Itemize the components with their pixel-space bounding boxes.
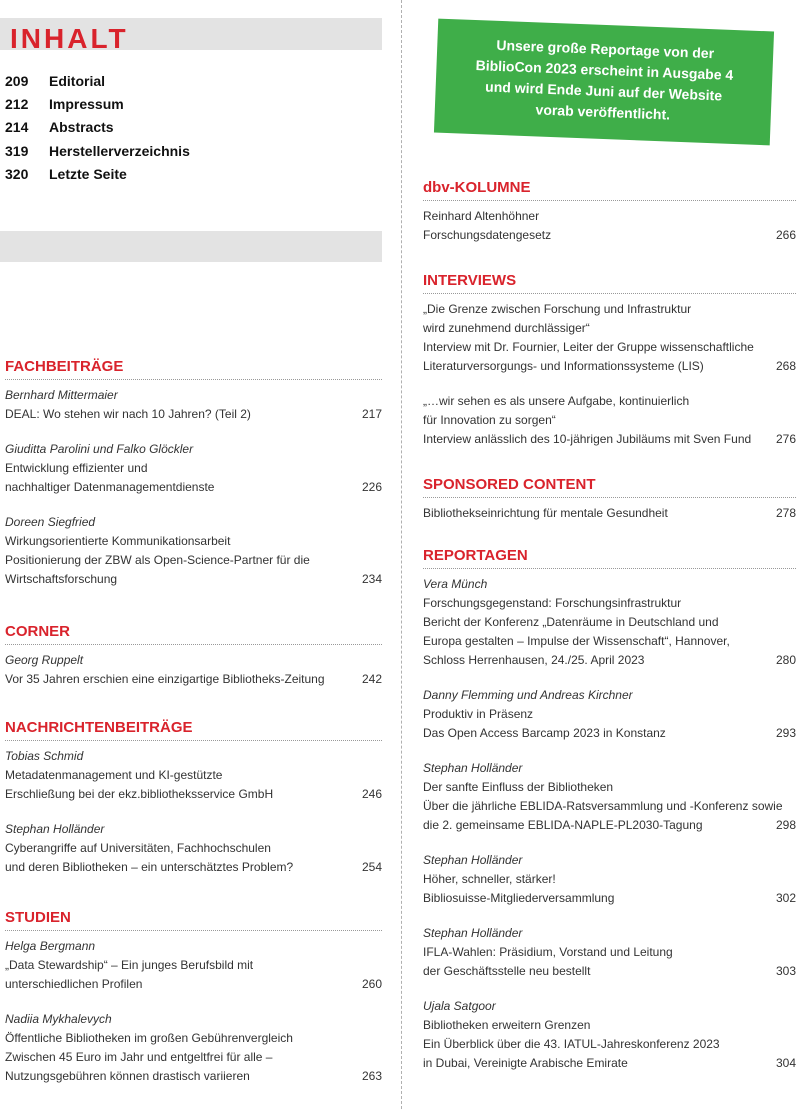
section-studien [5,909,382,1086]
article-title-last-line [423,1054,796,1073]
title-bar [0,18,382,54]
article-title-line: Metadatenmanagement und KI-gestützte [5,768,223,782]
article-title-line: Positionierung der ZBW als Open-Science-Partner für die [5,553,310,567]
article-title-last-line [5,478,382,497]
section-dbv-kolumne [423,179,796,245]
article-entry[interactable] [5,937,382,994]
article-title-text: Schloss Herrenhausen, 24./25. April 2023 [423,653,645,667]
article-title-text: in Dubai, Vereinigte Arabische Emirate [423,1056,628,1070]
article-page-number: 263 [361,1069,382,1083]
section-reportagen [423,547,796,1073]
toc-page-number: 214 [5,119,29,136]
article-title-text: unterschiedlichen Profilen [5,977,143,991]
reportage-notice-banner [434,19,774,146]
article-author: Tobias Schmid [5,749,84,763]
article-entry[interactable] [423,207,796,245]
article-page-number: 242 [361,672,382,686]
article-title-line: Über die jährliche EBLIDA-Ratsversammlung und -Konferenz sowie [423,799,783,813]
toc-item[interactable] [5,70,375,93]
article-page-number: 268 [775,359,796,373]
article-title-line: Zwischen 45 Euro im Jahr und entgeltfrei für alle – [5,1050,273,1064]
article-title-text: Erschließung bei der ekz.bibliotheksservice GmbH [5,787,274,801]
article-page-number: 280 [775,653,796,667]
article-title-line: Höher, schneller, stärker! [423,872,556,886]
article-title-last-line [5,858,382,877]
article-entry[interactable] [423,759,796,835]
article-page-number: 234 [361,572,382,586]
article-author: Ujala Satgoor [423,999,496,1013]
toc-label: Impressum [49,96,124,113]
front-matter-list [5,70,375,186]
article-title-line: Bericht der Konferenz „Datenräume in Deutschland und [423,615,719,629]
article-author: Giuditta Parolini und Falko Glöckler [5,442,194,456]
article-page-number: 303 [775,964,796,978]
article-title-last-line [423,226,796,245]
toc-item[interactable] [5,163,375,186]
toc-page-number: 212 [5,96,29,113]
article-title-last-line [423,357,796,376]
article-title-last-line [423,724,796,743]
article-title-text: Das Open Access Barcamp 2023 in Konstanz [423,726,666,740]
article-title-last-line [5,1067,382,1086]
article-title-line: Produktiv in Präsenz [423,707,534,721]
article-title-line: „…wir sehen es als unsere Aufgabe, kontinuierlich [423,394,690,408]
article-author: Vera Münch [423,577,488,591]
section-nachrichtenbeiträge [5,719,382,877]
article-title-line: Öffentliche Bibliotheken im großen Gebührenvergleich [5,1031,293,1045]
article-page-number: 260 [361,977,382,991]
article-entry[interactable] [423,575,796,670]
article-title-line: Bibliotheken erweitern Grenzen [423,1018,591,1032]
article-title-last-line [5,570,382,589]
article-page-number: 254 [361,860,382,874]
article-page-number: 293 [775,726,796,740]
banner-line: vorab veröffentlicht. [535,101,671,123]
banner-line: Unsere große Reportage von der [496,36,715,62]
section-heading: REPORTAGEN [423,547,796,569]
article-title-line: Cyberangriffe auf Universitäten, Fachhochschulen [5,841,271,855]
toc-label: Abstracts [49,119,114,136]
article-title-text: die 2. gemeinsame EBLIDA-NAPLE-PL2030-Tagung [423,818,703,832]
article-author: Stephan Holländer [423,926,523,940]
section-heading: STUDIEN [5,909,382,931]
article-title-line: Forschungsgegenstand: Forschungsinfrastruktur [423,596,682,610]
article-page-number: 217 [361,407,382,421]
article-title-text: Wirtschaftsforschung [5,572,118,586]
article-title-line: Ein Überblick über die 43. IATUL-Jahreskonferenz 2023 [423,1037,720,1051]
column-divider [401,0,402,1109]
article-title-text: nachhaltiger Datenmanagementdienste [5,480,215,494]
article-title-last-line [423,962,796,981]
article-entry[interactable] [5,651,382,689]
article-page-number: 298 [775,818,796,832]
toc-item[interactable] [5,93,375,116]
article-title-text: Forschungsdatengesetz [423,228,552,242]
article-title-line: Der sanfte Einfluss der Bibliotheken [423,780,614,794]
article-page-number: 304 [775,1056,796,1070]
page-title: INHALT [10,23,129,54]
article-page-number: 246 [361,787,382,801]
section-heading: FACHBEITRÄGE [5,358,382,380]
toc-page-number: 320 [5,165,29,182]
article-title-line: IFLA-Wahlen: Präsidium, Vorstand und Leitung [423,945,673,959]
article-page-number: 266 [775,228,796,242]
article-title-last-line [5,785,382,804]
article-entry[interactable] [423,300,796,376]
article-page-number: 276 [775,432,796,446]
article-title-last-line [5,670,382,689]
article-title-line: „Die Grenze zwischen Forschung und Infrastruktur [423,302,692,316]
article-author: Doreen Siegfried [5,515,96,529]
article-author: Stephan Holländer [423,761,523,775]
toc-label: Herstellerverzeichnis [49,142,190,159]
article-title-line: Wirkungsorientierte Kommunikationsarbeit [5,534,231,548]
article-title-text: Nutzungsgebühren können drastisch variieren [5,1069,250,1083]
article-page-number: 278 [775,506,796,520]
article-title-last-line [423,430,796,449]
article-author: Danny Flemming und Andreas Kirchner [423,688,633,702]
article-entry[interactable] [423,997,796,1073]
article-title-line: „Data Stewardship“ – Ein junges Berufsbild mit [5,958,254,972]
section-corner [5,623,382,689]
article-entry[interactable] [423,924,796,981]
article-title-text: Bibliosuisse-Mitgliederversammlung [423,891,615,905]
article-entry[interactable] [423,851,796,908]
section-heading: NACHRICHTENBEITRÄGE [5,719,382,741]
article-entry[interactable] [5,513,382,589]
section-heading: SPONSORED CONTENT [423,476,796,498]
article-title-line: Interview mit Dr. Fournier, Leiter der Gruppe wissenschaftliche [423,340,754,354]
toc-page-number: 209 [5,73,29,89]
separator-bar [0,231,382,262]
article-title-last-line [423,889,796,908]
toc-label: Letzte Seite [49,165,127,182]
article-entry[interactable] [423,686,796,743]
article-title-text: und deren Bibliotheken – ein unterschätztes Problem? [5,860,294,874]
article-entry[interactable] [423,392,796,449]
article-author: Georg Ruppelt [5,653,84,667]
article-entry[interactable] [423,504,796,523]
article-title-last-line [5,405,382,424]
article-title-text: Bibliothekseinrichtung für mentale Gesundheit [423,506,668,520]
section-fachbeiträge [5,358,382,589]
article-title-line: Europa gestalten – Impulse der Wissenschaft“, Hannover, [423,634,730,648]
article-title-last-line [423,504,796,523]
article-title-last-line [423,816,796,835]
section-heading: dbv-KOLUMNE [423,179,796,201]
article-title-text: der Geschäftsstelle neu bestellt [423,964,591,978]
article-entry[interactable] [5,440,382,497]
article-author: Helga Bergmann [5,939,96,953]
article-page-number: 302 [775,891,796,905]
article-entry[interactable] [5,747,382,804]
toc-label: Editorial [49,73,106,89]
section-sponsored-content [423,476,796,523]
banner-line: BiblioCon 2023 erscheint in Ausgabe 4 [475,57,734,83]
article-page-number: 226 [361,480,382,494]
section-heading: CORNER [5,623,382,645]
article-title-line: Reinhard Altenhöhner [423,209,540,223]
section-interviews [423,272,796,449]
banner-line: und wird Ende Juni auf der Website [484,78,723,104]
article-title-line: wird zunehmend durchlässiger“ [423,321,590,335]
toc-item[interactable] [5,116,375,139]
article-title-line: für Innovation zu sorgen“ [423,413,556,427]
section-heading: INTERVIEWS [423,272,796,294]
article-title-text: Vor 35 Jahren erschien eine einzigartige Bibliotheks-Zeitung [5,672,325,686]
article-title-text: Interview anlässlich des 10-jährigen Jubiläums mit Sven Fund [423,432,752,446]
article-entry[interactable] [5,386,382,424]
article-title-line: Entwicklung effizienter und [5,461,148,475]
article-author: Nadiia Mykhalevych [5,1012,112,1026]
article-author: Bernhard Mittermaier [5,388,118,402]
toc-item[interactable] [5,140,375,163]
article-title-last-line [5,975,382,994]
article-author: Stephan Holländer [5,822,105,836]
article-author: Stephan Holländer [423,853,523,867]
article-entry[interactable] [5,820,382,877]
toc-page-number: 319 [5,142,29,159]
article-entry[interactable] [5,1010,382,1086]
article-title-text: Literaturversorgungs- und Informationssysteme (LIS) [423,359,704,373]
article-title-text: DEAL: Wo stehen wir nach 10 Jahren? (Teil 2) [5,407,251,421]
article-title-last-line [423,651,796,670]
